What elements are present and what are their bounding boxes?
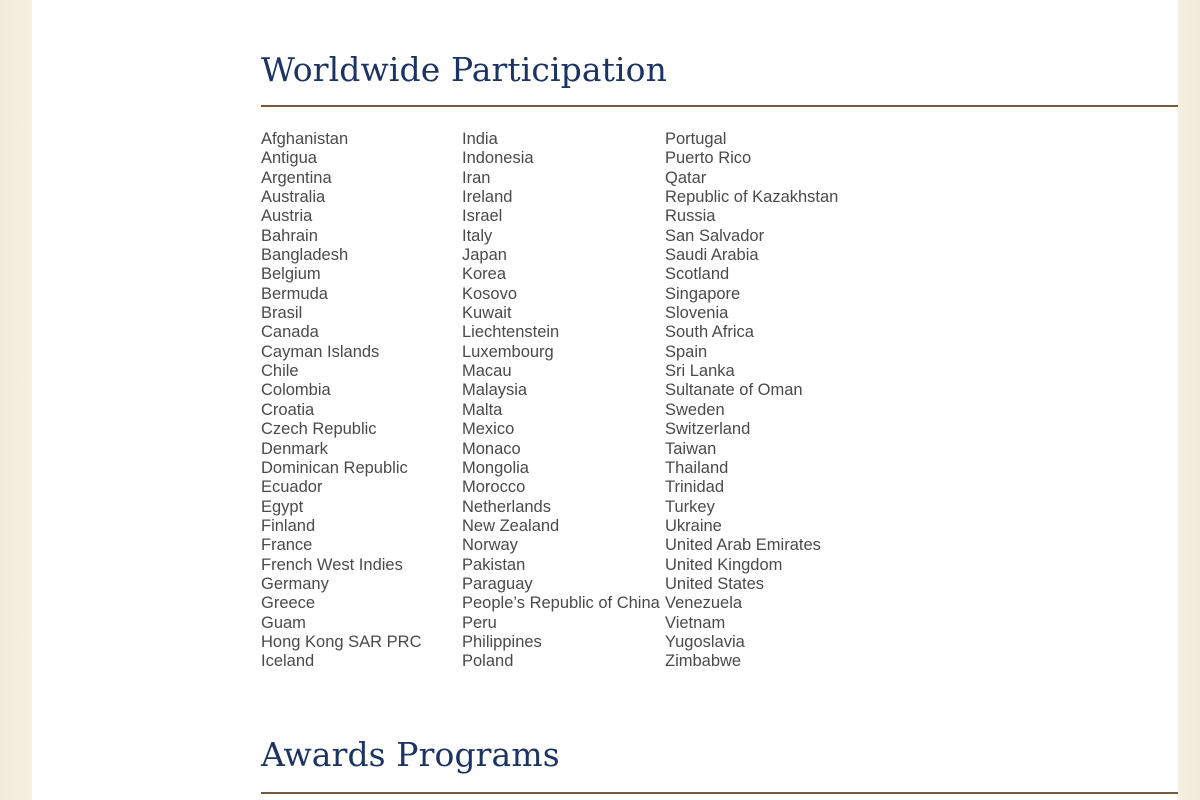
country-item: Switzerland bbox=[665, 420, 751, 439]
country-item: Sweden bbox=[665, 400, 725, 419]
country-item: United States bbox=[665, 574, 765, 593]
country-item: Russia bbox=[665, 207, 716, 226]
worldwide-participation-section bbox=[261, 50, 1178, 90]
country-column-3 bbox=[665, 130, 838, 672]
country-item: Indonesia bbox=[462, 149, 534, 168]
country-item: South Africa bbox=[665, 323, 754, 342]
section-divider bbox=[261, 792, 1178, 794]
country-item: Netherlands bbox=[462, 497, 551, 516]
country-column-1 bbox=[261, 130, 422, 672]
country-item: Thailand bbox=[665, 458, 729, 477]
country-item: Japan bbox=[462, 246, 507, 265]
country-item: Dominican Republic bbox=[261, 458, 408, 477]
awards-programs-section bbox=[261, 735, 1178, 775]
country-list bbox=[261, 130, 1178, 675]
section-divider bbox=[261, 105, 1178, 107]
country-item: Vietnam bbox=[665, 613, 726, 632]
country-item: Denmark bbox=[261, 439, 328, 458]
country-item: Bermuda bbox=[261, 284, 328, 303]
country-item: Mexico bbox=[462, 420, 515, 439]
country-item: Guam bbox=[261, 613, 306, 632]
country-item: Malta bbox=[462, 400, 503, 419]
country-item: Paraguay bbox=[462, 574, 533, 593]
country-item: Pakistan bbox=[462, 555, 526, 574]
country-item: Brasil bbox=[261, 304, 303, 323]
country-item: Venezuela bbox=[665, 594, 743, 613]
country-item: Spain bbox=[665, 342, 708, 361]
country-item: Sultanate of Oman bbox=[665, 381, 803, 400]
country-item: United Arab Emirates bbox=[665, 536, 821, 555]
country-item: Ecuador bbox=[261, 478, 323, 497]
country-item: Austria bbox=[261, 207, 313, 226]
country-item: Kosovo bbox=[462, 284, 518, 303]
country-item: Greece bbox=[261, 594, 316, 613]
country-item: Morocco bbox=[462, 478, 526, 497]
country-item: Croatia bbox=[261, 400, 315, 419]
country-item: Zimbabwe bbox=[665, 652, 742, 671]
country-item: Malaysia bbox=[462, 381, 528, 400]
country-item: Ukraine bbox=[665, 516, 722, 535]
country-item: Liechtenstein bbox=[462, 323, 560, 342]
country-item: Korea bbox=[462, 265, 507, 284]
country-item: Egypt bbox=[261, 497, 304, 516]
country-column-2 bbox=[462, 130, 660, 672]
country-item: France bbox=[261, 536, 313, 555]
country-item: Chile bbox=[261, 362, 299, 381]
country-item: Portugal bbox=[665, 130, 727, 148]
country-item: Monaco bbox=[462, 439, 521, 458]
country-item: Norway bbox=[462, 536, 518, 555]
country-item: India bbox=[462, 130, 498, 148]
country-item: Mongolia bbox=[462, 458, 529, 477]
country-item: Belgium bbox=[261, 265, 321, 284]
country-item: Argentina bbox=[261, 168, 332, 187]
country-item: Scotland bbox=[665, 265, 730, 284]
country-item: Finland bbox=[261, 516, 316, 535]
country-item: Italy bbox=[462, 226, 493, 245]
country-item: Antigua bbox=[261, 149, 317, 168]
country-item: Republic of Kazakhstan bbox=[665, 188, 839, 207]
country-item: Cayman Islands bbox=[261, 342, 380, 361]
country-item: Australia bbox=[261, 188, 326, 207]
country-item: People’s Republic of China bbox=[462, 594, 660, 613]
country-item: Slovenia bbox=[665, 304, 729, 323]
country-item: Qatar bbox=[665, 168, 707, 187]
country-item: Trinidad bbox=[665, 478, 724, 497]
section-heading: Awards Programs bbox=[261, 735, 560, 774]
country-item: Poland bbox=[462, 652, 514, 671]
country-item: Bangladesh bbox=[261, 246, 349, 265]
country-item: Canada bbox=[261, 323, 319, 342]
country-item: San Salvador bbox=[665, 226, 765, 245]
country-item: Afghanistan bbox=[261, 130, 349, 148]
left-margin bbox=[0, 0, 32, 800]
country-item: Turkey bbox=[665, 497, 715, 516]
country-item: Luxembourg bbox=[462, 342, 554, 361]
country-item: New Zealand bbox=[462, 516, 560, 535]
country-item: Singapore bbox=[665, 284, 741, 303]
right-margin bbox=[1178, 0, 1200, 800]
section-heading: Worldwide Participation bbox=[261, 50, 668, 89]
country-item: Iceland bbox=[261, 652, 315, 671]
country-item: Hong Kong SAR PRC bbox=[261, 632, 422, 651]
country-item: United Kingdom bbox=[665, 555, 783, 574]
country-item: Czech Republic bbox=[261, 420, 377, 439]
page-content bbox=[32, 0, 1178, 800]
country-item: Israel bbox=[462, 207, 503, 226]
country-item: Colombia bbox=[261, 381, 331, 400]
country-item: Ireland bbox=[462, 188, 513, 207]
country-item: Puerto Rico bbox=[665, 149, 752, 168]
country-item: French West Indies bbox=[261, 555, 403, 574]
country-item: Taiwan bbox=[665, 439, 717, 458]
country-item: Iran bbox=[462, 168, 491, 187]
country-item: Peru bbox=[462, 613, 497, 632]
country-item: Germany bbox=[261, 574, 329, 593]
country-item: Philippines bbox=[462, 632, 542, 651]
country-item: Bahrain bbox=[261, 226, 318, 245]
country-item: Yugoslavia bbox=[665, 632, 745, 651]
country-item: Macau bbox=[462, 362, 512, 381]
country-item: Sri Lanka bbox=[665, 362, 735, 381]
country-item: Kuwait bbox=[462, 304, 512, 323]
country-item: Saudi Arabia bbox=[665, 246, 759, 265]
